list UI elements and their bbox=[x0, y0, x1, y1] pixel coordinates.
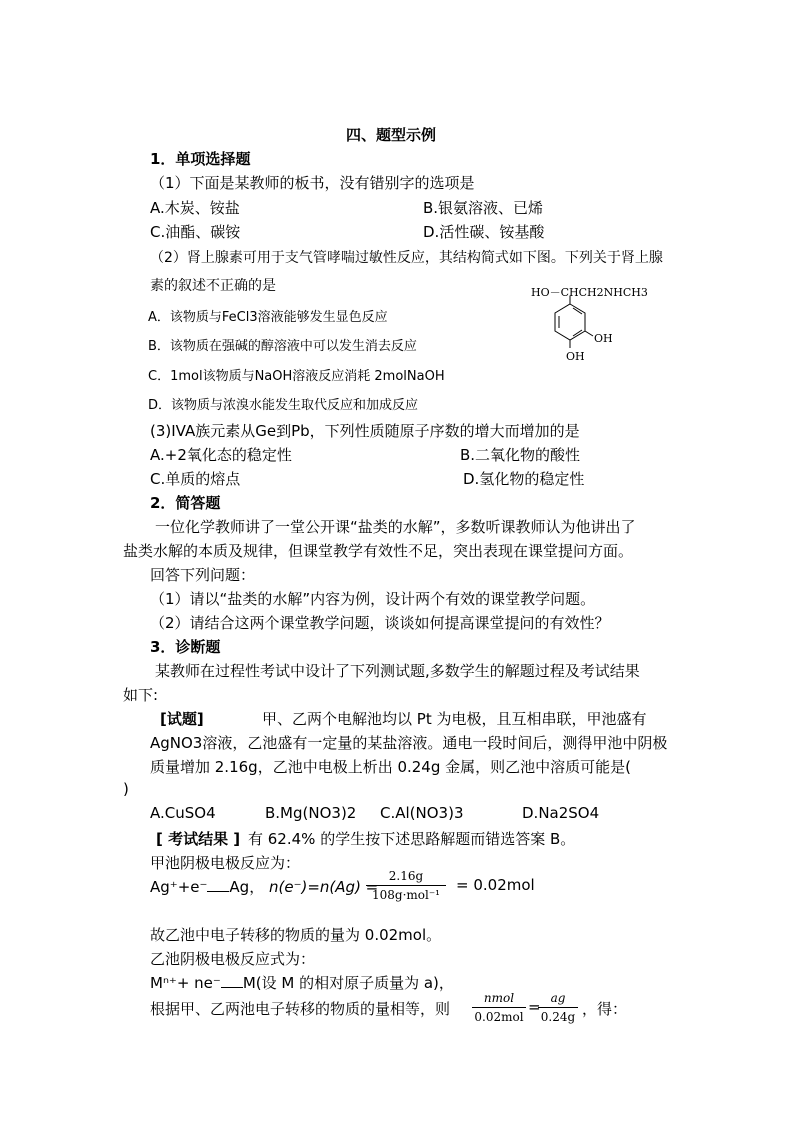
q1-sub1-stem: （1）下面是某教师的板书，没有错别字的选项是 bbox=[150, 174, 475, 192]
q2-answer-prompt: 回答下列问题： bbox=[150, 566, 256, 584]
q3-test-line3: 质量增加 2.16g，乙池中电极上析出 0.24g 金属，则乙池中溶质可能是( bbox=[150, 758, 631, 776]
reaction-arrow-blank bbox=[207, 879, 229, 892]
q3-result-label: [ 考试结果 ] bbox=[156, 830, 241, 848]
fraction-1-denominator: 108g·mol⁻¹ bbox=[372, 888, 440, 902]
jia-eq-left: Ag⁺+e⁻ bbox=[150, 878, 208, 896]
q1-sub3-option-d: D.氢化物的稳定性 bbox=[463, 470, 585, 488]
q3-jia-equation bbox=[150, 876, 378, 897]
q1-sub3-option-a: A.+2氧化态的稳定性 bbox=[150, 446, 292, 464]
structure-label-oh-bottom: OH bbox=[566, 350, 585, 363]
structure-label-oh-right: OH bbox=[594, 332, 613, 345]
q1-sub3-option-c: C.单质的熔点 bbox=[150, 470, 241, 488]
q2-item-2: （2）请结合这两个课堂教学问题，谈谈如何提高课堂提问的有效性？ bbox=[150, 614, 610, 632]
fraction-3-denominator: 0.24g bbox=[540, 1010, 576, 1024]
yi-eq-left: Mⁿ⁺+ ne⁻ bbox=[150, 974, 221, 992]
q3-choice-c: C.Al(NO3)3 bbox=[380, 804, 464, 822]
q2-paragraph-line2: 盐类水解的本质及规律，但课堂教学有效性不足，突出表现在课堂提问方面。 bbox=[123, 542, 634, 560]
structure-label-top: HO－CHCH2NHCH3 bbox=[531, 286, 648, 299]
q1-sub1-option-a: A.木炭、铵盐 bbox=[150, 199, 240, 217]
q3-choice-a: A.CuSO4 bbox=[150, 804, 216, 822]
yi-eq-right: M(设 M 的相对原子质量为 a)， bbox=[242, 974, 454, 992]
q3-yi-transfer: 故乙池中电子转移的物质的量为 0.02mol。 bbox=[150, 926, 442, 944]
q1-sub2-stem-line2: 素的叙述不正确的是 bbox=[150, 278, 276, 294]
q2-heading: 2．简答题 bbox=[150, 494, 221, 512]
section-title: 四、题型示例 bbox=[346, 126, 437, 144]
fraction-2-denominator: 0.02mol bbox=[474, 1010, 524, 1024]
q3-test-line2: AgNO3溶液，乙池盛有一定量的某盐溶液。通电一段时间后，测得甲池中阴极 bbox=[150, 734, 668, 752]
q3-test-line4: ) bbox=[123, 780, 129, 798]
q3-intro-line1: 某教师在过程性考试中设计了下列测试题,多数学生的解题过程及考试结果 bbox=[155, 662, 640, 680]
q2-paragraph-line1: 一位化学教师讲了一堂公开课“盐类的水解”，多数听课教师认为他讲出了 bbox=[155, 518, 636, 536]
q2-item-1: （1）请以“盐类的水解”内容为例，设计两个有效的课堂教学问题。 bbox=[150, 590, 596, 608]
q1-sub1-option-b: B.银氨溶液、已烯 bbox=[423, 199, 544, 217]
fraction-2 bbox=[472, 990, 526, 1025]
q1-sub2-option-d: D．该物质与浓溴水能发生取代反应和加成反应 bbox=[148, 398, 419, 413]
q3-final-line: 根据甲、乙两池电子转移的物质的量相等，则 bbox=[150, 1000, 451, 1018]
q3-yi-label: 乙池阴极电极反应式为： bbox=[150, 950, 316, 968]
q1-sub2-stem-line1: （2）肾上腺素可用于支气管哮喘过敏性反应，其结构简式如下图。下列关于肾上腺 bbox=[150, 250, 663, 266]
q1-sub2-option-b: B．该物质在强碱的醇溶液中可以发生消去反应 bbox=[148, 339, 417, 354]
q3-yi-equation bbox=[150, 972, 454, 993]
q3-intro-line2: 如下: bbox=[123, 686, 159, 704]
q1-sub3-option-b: B.二氧化物的酸性 bbox=[460, 446, 581, 464]
q3-test-line1: 甲、乙两个电解池均以 Pt 为电极，且互相串联，甲池盛有 bbox=[262, 710, 647, 728]
q1-sub1-option-c: C.油酯、碳铵 bbox=[150, 223, 241, 241]
fraction-3-numerator: ag bbox=[550, 991, 566, 1005]
fraction-1 bbox=[366, 868, 446, 903]
q3-test-label: [试题] bbox=[160, 710, 204, 728]
q1-sub1-option-d: D.活性碳、铵基酸 bbox=[423, 223, 545, 241]
jia-n-expr: n(e⁻)=n(Ag) = bbox=[269, 878, 379, 896]
q1-sub2-option-a: A．该物质与FeCl3溶液能够发生显色反应 bbox=[148, 310, 388, 325]
q3-choice-b: B.Mg(NO3)2 bbox=[265, 804, 357, 822]
fraction-2-numerator: nmol bbox=[483, 991, 515, 1005]
q1-sub3-stem: (3)IVA族元素从Ge到Pb，下列性质随原子序数的增大而增加的是 bbox=[150, 422, 580, 440]
q3-choice-d: D.Na2SO4 bbox=[522, 804, 600, 822]
equals-sign: = bbox=[528, 998, 541, 1016]
fraction-3 bbox=[538, 990, 578, 1025]
jia-eq-right: Ag， bbox=[229, 878, 265, 896]
reaction-arrow-blank bbox=[221, 975, 243, 988]
q3-jia-label: 甲池阴极电极反应为： bbox=[150, 854, 301, 872]
fraction-1-result: = 0.02mol bbox=[456, 876, 535, 894]
fraction-1-numerator: 2.16g bbox=[388, 869, 424, 883]
q1-sub2-option-c: C．1mol该物质与NaOH溶液反应消耗 2molNaOH bbox=[148, 369, 445, 384]
q3-result-text: 有 62.4% 的学生按下述思路解题而错选答案 B。 bbox=[248, 830, 576, 848]
q3-heading: 3．诊断题 bbox=[150, 638, 221, 656]
q3-final-tail: ，得： bbox=[582, 1000, 628, 1018]
q1-heading: 1．单项选择题 bbox=[150, 150, 251, 168]
